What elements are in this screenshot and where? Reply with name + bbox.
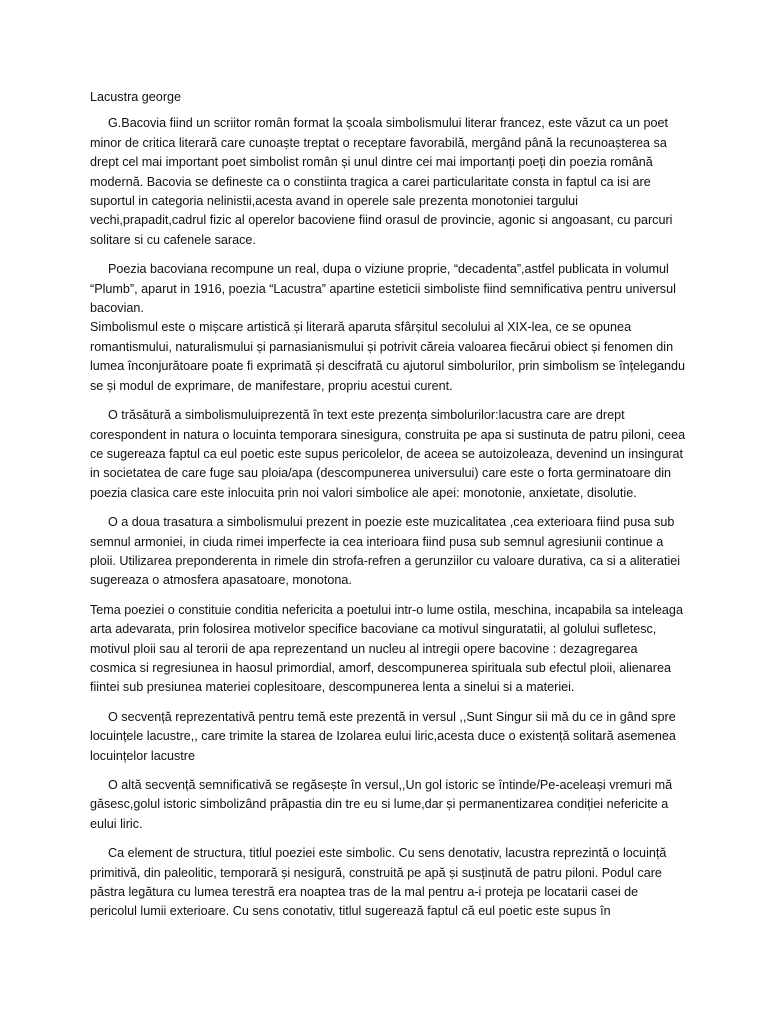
paragraph-first-trait: O trăsătură a simbolismuluiprezentă în text este prezența simbolurilor:lacustra care are drept corespondent in natura o locuinta temporara sinesigura, construita pe apa si sustinuta de patru piloni, ceea ce sugereaza faptul ca eul poetic este supus pericolelor, de aceea se autoizoleaza, devenind un insingurat in societatea de care fuge sau ploia/apa (descompunerea universului) care este o forta germinatoare din poezia clasica care este inlocuita prin noi valori simbolice ale apei: monotonie, anxietate, disolutie. (90, 408, 686, 500)
paragraph-title-analysis: Ca element de structura, titlul poeziei este simbolic. Cu sens denotativ, lacustra reprezintă o locuință primitivă, din paleolitic, temporară și nesigură, construită pe apă și susținută de patru piloni. Podul care păstra legătura cu lumea terestră era noaptea tras de la mal pentru a-i proteja pe locatarii casei de pericolul lumii exterioare. Cu sens conotativ, titlul sugerează faptul că eul poetic este supus în (90, 846, 667, 919)
document-title: Lacustra george (90, 90, 182, 104)
paragraph-second-trait: O a doua trasatura a simbolismului prezent in poezie este muzicalitatea ,cea exterioara fiind pusa sub semnul armoniei, in ciuda rimei imperfecte ia cea interioara fiind pusa sub semnul agresiunii continue a ploii. Utilizarea preponderenta in rimele din strofa-refren a gerunziilor cu valoare durativa, ca si a aliteratiei sugereaza o atmosfera apasatoare, monotona. (90, 515, 681, 588)
paragraph-symbolism-definition: Simbolismul este o mișcare artistică și literară aparuta sfârșitul secolului al XIX-lea, ce se opunea romantismului, naturalismului și parnasianismului și potrivit căreia valoarea fiecărui obiect și fenomen din lumea înconjurătoare poate fi exprimată și descifrată cu ajutorul simbolurilor, prin simbolism se înțelegandu se și modul de exprimare, de manifestare, propriu acestui curent. (90, 320, 685, 393)
paragraph-representative-sequence: O secvență reprezentativă pentru temă este prezentă in versul ,,Sunt Singur sii mă du ce in gând spre locuințele lacustre,, care trimite la starea de Izolarea eului liric,acesta duce o existență solitară asemenea locuințelor lacustre (90, 709, 676, 763)
paragraph-intro: G.Bacovia fiind un scriitor român format la școala simbolismului literar francez, este văzut ca un poet minor de critica literară care cunoaște treptat o receptare favorabilă, mergând până la recunoașterea sa drept cel mai important poet simbolist român și unul dintre cei mai importanți poeți din poezia română modernă. Bacovia se defineste ca o constiinta tragica a carei particularitate consta in faptul ca isi are suportul in categoria nelinistii,acesta avand in operele sale prezenta monotoniei targului vechi,prapadit,cadrul fizic al operelor bacoviene fiind orasul de provincie, agonic si angoasant, cu parcuri solitare si cu cafenele sarace. (90, 116, 673, 247)
paragraph-theme: Tema poeziei o constituie conditia nefericita a poetului intr-o lume ostila, meschina, incapabila sa inteleaga arta adevarata, prin folosirea motivelor specifice bacoviane ca motivul singuratatii, al golului sufletesc, motivul ploii sau al terorii de apa reprezentand un nucleu al intregii opere bacovine : dezagregarea cosmica si regresiunea in haosul primordial, amorf, descompunerea spirituala sub efectul ploii, alienarea fiintei sub presiunea materiei coplesitoare, descompunerea lenta a sinelui si a materiei. (90, 602, 683, 695)
paragraph-poetry-context: Poezia bacoviana recompune un real, dupa o viziune proprie, “decadenta”,astfel publicata in volumul “Plumb”, aparut in 1916, poezia “Lacustra” apartine esteticii simboliste fiind semnificativa pentru universul bacovian. (90, 262, 676, 316)
paragraph-second-sequence: O altă secvență semnificativă se regăsește în versul,,Un gol istoric se întinde/Pe-aceleași vremuri mă găsesc,golul istoric simbolizând prăpastia din tre eu si lume,dar și permanentizarea condiției nefericite a eului liric. (90, 778, 673, 831)
document-body (90, 88, 686, 932)
